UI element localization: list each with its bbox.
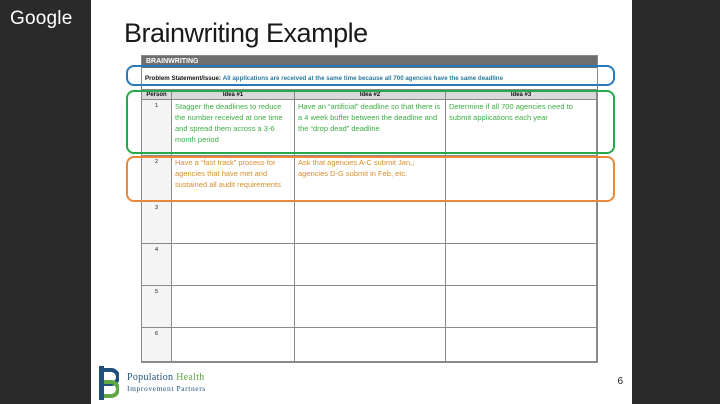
person-cell: 3 [142, 202, 172, 244]
idea-cell [172, 328, 295, 362]
slide [91, 0, 632, 404]
idea-cell: Stagger the deadlines to reduce the number received at one time and spread them across a 3-6 month period [172, 100, 295, 156]
column-header-idea-2: Idea #2 [295, 90, 446, 100]
idea-cell [172, 286, 295, 328]
idea-cell [172, 202, 295, 244]
column-header-person: Person [142, 90, 172, 100]
logo-text-line1: Population Health [127, 372, 205, 383]
idea-cell [295, 244, 446, 286]
idea-cell [295, 328, 446, 362]
organization-logo [99, 366, 249, 400]
right-pane [632, 0, 720, 404]
person-1-highlight-box [126, 90, 615, 154]
person-cell: 5 [142, 286, 172, 328]
person-2-highlight-box [126, 156, 615, 202]
idea-cell [446, 328, 597, 362]
idea-cell: Have a “fast track” process for agencies that have met and sustained all audit requirements [172, 156, 295, 202]
column-header-idea-1: Idea #1 [172, 90, 295, 100]
problem-text: All applications are received at the same time because all 700 agencies have the same deadline [222, 75, 504, 82]
idea-cell: Ask that agencies A-C submit Jan,; agencies D-G submit in Feb, etc. [295, 156, 446, 202]
google-logo: Google [10, 8, 73, 29]
idea-cell [295, 202, 446, 244]
column-header-idea-3: Idea #3 [446, 90, 597, 100]
idea-cell [295, 286, 446, 328]
logo-mark-icon [99, 366, 119, 400]
idea-cell: Determine if all 700 agencies need to submit applications each year [446, 100, 597, 156]
person-cell: 4 [142, 244, 172, 286]
person-cell: 1 [142, 100, 172, 156]
slide-title: Brainwriting Example [124, 18, 368, 48]
logo-text-line2: Improvement Partners [127, 384, 206, 393]
idea-cell [446, 202, 597, 244]
idea-cell [446, 286, 597, 328]
idea-cell [172, 244, 295, 286]
worksheet-header: BRAINWRITING [142, 56, 597, 68]
problem-label: Problem Statement/Issue: [145, 75, 221, 82]
person-cell: 2 [142, 156, 172, 202]
problem-highlight-box [126, 65, 615, 86]
page-number: 6 [617, 376, 623, 387]
person-cell: 6 [142, 328, 172, 362]
idea-cell [446, 244, 597, 286]
idea-cell: Have an “artificial” deadline so that there is a 4 week buffer between the deadline and the “drop dead” deadline [295, 100, 446, 156]
